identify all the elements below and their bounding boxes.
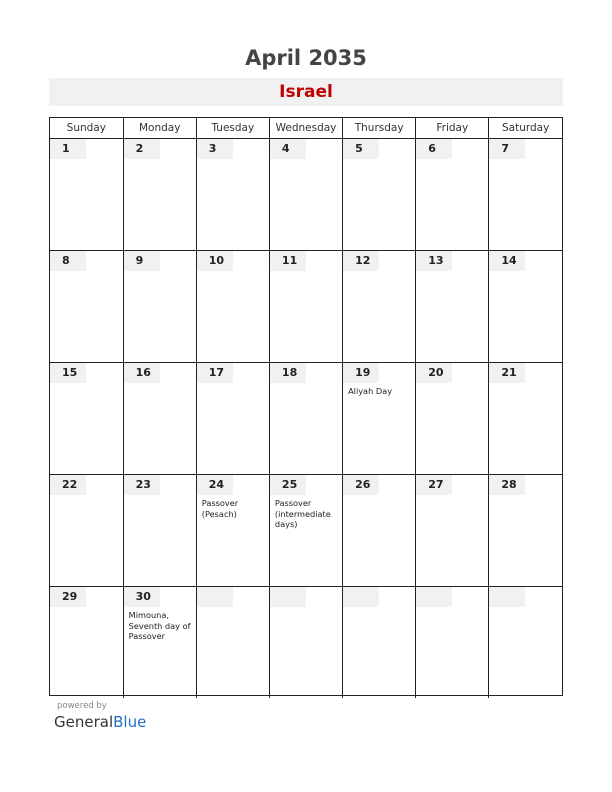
day-cell [269, 251, 342, 363]
weekday-header-row [50, 118, 562, 139]
day-cell [123, 251, 196, 363]
day-cell [416, 139, 489, 251]
day-cell [196, 251, 269, 363]
day-cell [123, 363, 196, 475]
day-cell [489, 139, 562, 251]
day-number: 5 [343, 139, 379, 159]
week-row [50, 363, 562, 475]
empty-day-cell [343, 587, 416, 699]
powered-by-text: powered by [57, 701, 107, 711]
day-number: 16 [124, 363, 160, 383]
holiday-label: Passover (Pesach) [201, 498, 239, 519]
day-number [416, 587, 452, 607]
day-number [197, 587, 233, 607]
weekday-header: Thursday [343, 118, 416, 139]
day-number: 1 [50, 139, 86, 159]
day-number: 25 [270, 475, 306, 495]
day-number: 11 [270, 251, 306, 271]
day-cell [269, 475, 342, 587]
day-number: 24 [197, 475, 233, 495]
week-row [50, 475, 562, 587]
day-number: 27 [416, 475, 452, 495]
week-row [50, 139, 562, 251]
day-number: 15 [50, 363, 86, 383]
weekday-header: Sunday [50, 118, 123, 139]
generalblue-logo[interactable] [54, 713, 146, 731]
day-cell [416, 363, 489, 475]
day-cell [50, 587, 123, 699]
holiday-label: Passover (intermediate days) [274, 498, 331, 529]
day-cell [343, 363, 416, 475]
day-cell [123, 475, 196, 587]
day-number: 19 [343, 363, 379, 383]
day-number: 3 [197, 139, 233, 159]
empty-day-cell [269, 587, 342, 699]
day-cell [489, 363, 562, 475]
day-number: 12 [343, 251, 379, 271]
day-cell [196, 363, 269, 475]
day-cell [489, 251, 562, 363]
holiday-label: Mimouna, Seventh day of Passover [128, 610, 191, 641]
empty-day-cell [196, 587, 269, 699]
weekday-header: Monday [123, 118, 196, 139]
day-cell [50, 363, 123, 475]
empty-day-cell [416, 587, 489, 699]
day-cell [343, 139, 416, 251]
day-cell [416, 475, 489, 587]
day-cell [269, 139, 342, 251]
day-number: 10 [197, 251, 233, 271]
country-name: Israel [279, 82, 333, 102]
day-number: 17 [197, 363, 233, 383]
logo-general: General [54, 713, 114, 731]
logo-blue: Blue [113, 713, 147, 731]
day-number: 22 [50, 475, 86, 495]
day-number: 7 [489, 139, 525, 159]
day-number: 4 [270, 139, 306, 159]
week-row [50, 587, 562, 699]
day-number: 8 [50, 251, 86, 271]
day-number: 13 [416, 251, 452, 271]
day-number: 2 [124, 139, 160, 159]
day-cell [196, 139, 269, 251]
weekday-header: Friday [416, 118, 489, 139]
day-cell [489, 475, 562, 587]
day-number: 30 [124, 587, 160, 607]
day-cell [416, 251, 489, 363]
day-cell [343, 475, 416, 587]
weekday-header: Saturday [489, 118, 562, 139]
empty-day-cell [489, 587, 562, 699]
day-cell [50, 475, 123, 587]
weekday-header: Tuesday [196, 118, 269, 139]
day-number: 6 [416, 139, 452, 159]
country-banner [49, 78, 563, 106]
day-number: 23 [124, 475, 160, 495]
day-number: 26 [343, 475, 379, 495]
weekday-header: Wednesday [269, 118, 342, 139]
day-cell [50, 139, 123, 251]
day-number: 28 [489, 475, 525, 495]
day-number [489, 587, 525, 607]
day-number: 14 [489, 251, 525, 271]
day-number: 9 [124, 251, 160, 271]
calendar-grid [49, 117, 563, 696]
week-row [50, 251, 562, 363]
holiday-label: Aliyah Day [348, 386, 393, 396]
day-number: 20 [416, 363, 452, 383]
day-cell [343, 251, 416, 363]
day-number: 21 [489, 363, 525, 383]
day-cell [196, 475, 269, 587]
day-number [270, 587, 306, 607]
day-number: 18 [270, 363, 306, 383]
day-number: 29 [50, 587, 86, 607]
page-title: April 2035 [245, 46, 367, 70]
calendar-table [50, 118, 562, 698]
day-cell [269, 363, 342, 475]
day-cell [123, 587, 196, 699]
day-number [343, 587, 379, 607]
day-cell [123, 139, 196, 251]
day-cell [50, 251, 123, 363]
